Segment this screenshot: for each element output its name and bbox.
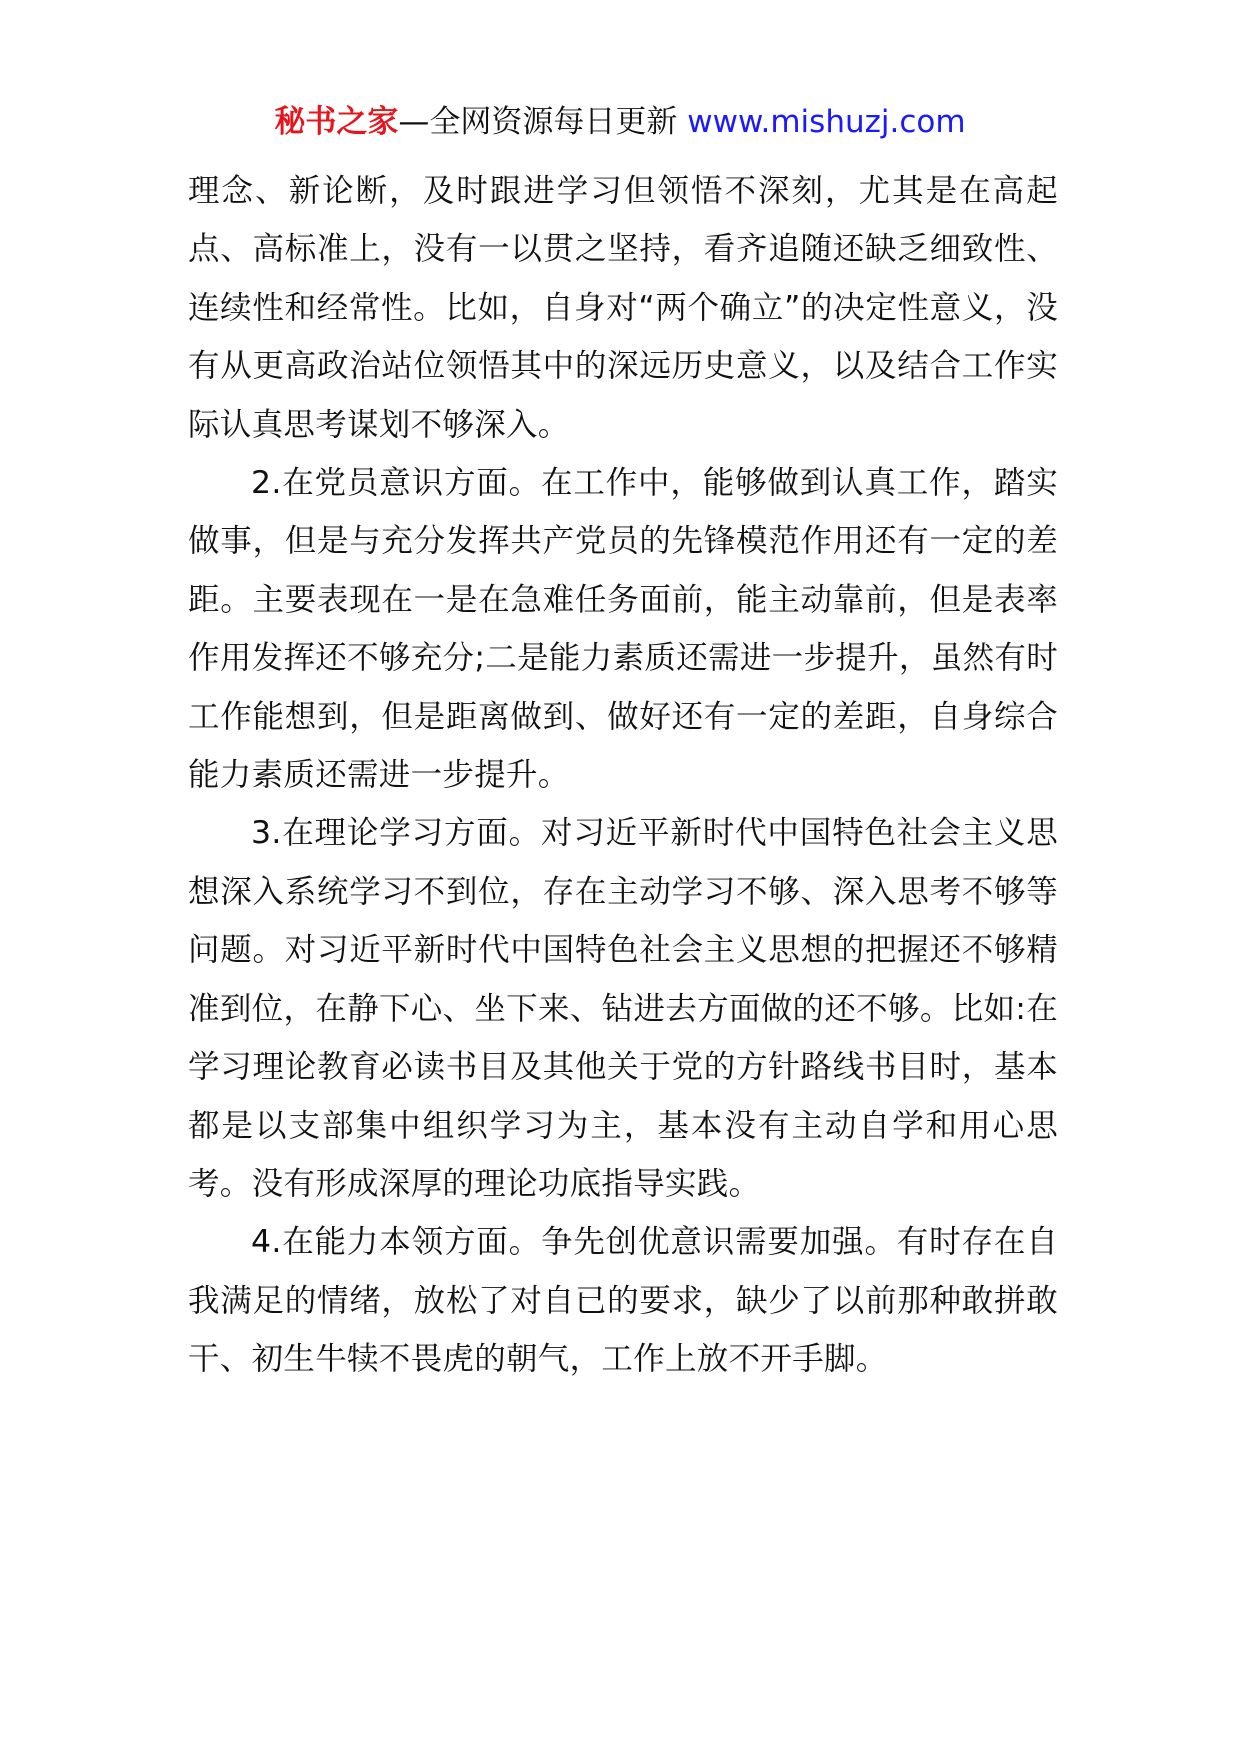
document-body bbox=[188, 162, 1058, 1389]
header-tagline: —全网资源每日更新 bbox=[398, 104, 688, 140]
paragraph-continuation: 理念、新论断，及时跟进学习但领悟不深刻，尤其是在高起点、高标准上，没有一以贯之坚持，看齐追随还缺乏细致性、连续性和经常性。比如，自身对“两个确立”的决定性意义，没有从更高政治站位领悟其中的深远历史意义，以及结合工作实际认真思考谋划不够深入。 bbox=[188, 173, 1058, 443]
brand-name: 秘书之家 bbox=[274, 104, 399, 140]
paragraph-theory-study: 3.在理论学习方面。对习近平新时代中国特色社会主义思想深入系统学习不到位，存在主动学习不够、深入思考不够等问题。对习近平新时代中国特色社会主义思想的把握还不够精准到位，在静下心、坐下来、钻进去方面做的还不够。比如:在学习理论教育必读书目及其他关于党的方针路线书目时，基本都是以支部集中组织学习为主，基本没有主动自学和用心思考。没有形成深厚的理论功底指导实践。 bbox=[188, 815, 1058, 1202]
site-url-link[interactable]: www.mishuzj.com bbox=[687, 104, 966, 140]
site-header bbox=[0, 100, 1240, 144]
paragraph-party-awareness: 2.在党员意识方面。在工作中，能够做到认真工作，踏实做事，但是与充分发挥共产党员的先锋模范作用还有一定的差距。主要表现在一是在急难任务面前，能主动靠前，但是表率作用发挥还不够充分;二是能力素质还需进一步提升，虽然有时工作能想到，但是距离做到、做好还有一定的差距，自身综合能力素质还需进一步提升。 bbox=[188, 465, 1058, 794]
paragraph-ability: 4.在能力本领方面。争先创优意识需要加强。有时存在自我满足的情绪，放松了对自已的要求，缺少了以前那种敢拼敢干、初生牛犊不畏虎的朝气，工作上放不开手脚。 bbox=[188, 1224, 1058, 1378]
